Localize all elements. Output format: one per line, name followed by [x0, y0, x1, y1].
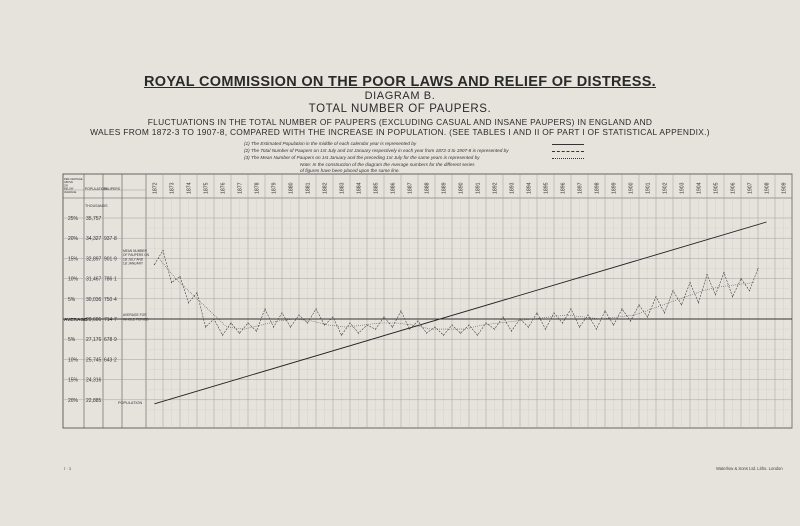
pauper-data-point — [613, 325, 614, 326]
pauper-data-point — [562, 323, 563, 324]
pauper-data-point — [469, 325, 470, 326]
year-tick-label: 1896 — [560, 182, 567, 194]
pauper-data-point — [265, 308, 266, 309]
row-paupers-label: 750·4 — [104, 296, 117, 303]
average-side-label: AVERAGE FOR — [123, 313, 147, 317]
pauper-data-point — [520, 319, 521, 320]
year-tick-label: 1880 — [288, 182, 295, 194]
year-tick-label: 1884 — [356, 182, 363, 194]
pauper-data-point — [681, 304, 682, 305]
pauper-data-point — [333, 316, 334, 317]
year-tick-label: 1887 — [407, 182, 414, 194]
pauper-data-point — [579, 327, 580, 328]
pauper-data-point — [197, 292, 198, 293]
note-population: (1) The Estimated Population in the middle of each calendar year is represented by — [244, 141, 417, 146]
row-paupers-label: 643·2 — [104, 357, 117, 364]
year-tick-label: 1872 — [152, 182, 159, 194]
year-tick-label: 1891 — [475, 182, 482, 194]
year-tick-label: 1897 — [577, 182, 584, 194]
pauper-data-point — [214, 319, 215, 320]
pauper-data-point — [698, 302, 699, 303]
pauper-data-point — [486, 323, 487, 324]
row-population-label: 30,036 — [86, 296, 102, 303]
pauper-data-point — [707, 274, 708, 275]
pauper-data-point — [341, 335, 342, 336]
year-tick-label: 1881 — [305, 182, 312, 194]
pauper-data-point — [596, 329, 597, 330]
pauper-data-point — [426, 333, 427, 334]
row-population-label: 28,606 — [86, 317, 102, 323]
row-percentage-label: 5% — [68, 296, 76, 303]
pauper-data-point — [171, 282, 172, 283]
pauper-data-point — [188, 302, 189, 303]
year-tick-label: 1901 — [645, 182, 652, 194]
description-line-1: FLUCTUATIONS IN THE TOTAL NUMBER OF PAUPERS (EXCLUDING CASUAL AND INSANE PAUPERS) IN ENGLAND AND — [147, 117, 653, 127]
row-percentage-label: 10% — [68, 276, 79, 283]
pauper-data-point — [222, 335, 223, 336]
chart-subtitle: TOTAL NUMBER OF PAUPERS. — [308, 103, 492, 115]
pauper-data-point — [290, 327, 291, 328]
pauper-data-point — [316, 308, 317, 309]
pauper-data-point — [477, 335, 478, 336]
year-tick-label: 1877 — [237, 182, 244, 194]
year-tick-label: 1898 — [594, 182, 601, 194]
year-tick-label: 1885 — [373, 182, 380, 194]
pauper-data-point — [401, 310, 402, 311]
row-paupers-label: 937·8 — [104, 236, 117, 243]
pauper-data-point — [163, 250, 164, 251]
pauper-data-point — [231, 323, 232, 324]
year-tick-label: 1882 — [322, 182, 329, 194]
total-paupers-line — [155, 250, 759, 335]
pauper-data-point — [350, 323, 351, 324]
percentage-header-label: OR — [64, 184, 68, 188]
percentage-header-label: BELOW — [64, 187, 74, 191]
row-percentage-label: 20% — [68, 397, 79, 404]
pauper-data-point — [392, 327, 393, 328]
pauper-data-point — [154, 264, 155, 265]
row-population-label: 24,316 — [86, 377, 102, 384]
pauper-data-point — [588, 314, 589, 315]
pauper-data-point — [724, 272, 725, 273]
pauper-data-point — [749, 290, 750, 291]
year-tick-label: 1904 — [696, 182, 703, 194]
year-tick-label: 1879 — [271, 182, 278, 194]
year-tick-label: 1903 — [679, 182, 686, 194]
row-percentage-label: 15% — [68, 377, 79, 384]
row-population-label: 25,745 — [86, 357, 102, 364]
year-tick-label: 1889 — [441, 182, 448, 194]
pauper-data-point — [180, 276, 181, 277]
pauper-data-point — [664, 312, 665, 313]
note-construction: Note: In the construction of the diagram the Average numbers for the different series — [300, 162, 475, 167]
pauper-data-point — [299, 314, 300, 315]
pauper-data-point — [205, 327, 206, 328]
pauper-data-point — [528, 327, 529, 328]
pauper-data-point — [409, 329, 410, 330]
row-paupers-label: 678·9 — [104, 337, 117, 344]
pauper-data-point — [758, 268, 759, 269]
mean-paupers-side-label: OF PAUPERS ON — [123, 253, 149, 258]
note-mean-paupers: (3) The Mean Number of Paupers on 1st January and the preceding 1st July for the same years is represented by — [244, 155, 480, 160]
year-tick-label: 1890 — [458, 182, 465, 194]
percentage-header-label: PER-CENTAGE — [64, 178, 83, 181]
pauper-data-point — [571, 308, 572, 309]
pauper-data-point — [375, 329, 376, 330]
year-tick-label: 1888 — [424, 182, 431, 194]
page-mark: I · 1 — [64, 466, 72, 471]
pauper-data-point — [324, 325, 325, 326]
pauper-data-point — [273, 327, 274, 328]
pauper-data-point — [741, 278, 742, 279]
row-population-label: 31,467 — [86, 276, 102, 283]
pauper-data-point — [605, 310, 606, 311]
row-population-label: 22,885 — [86, 397, 102, 404]
pauper-data-point — [656, 296, 657, 297]
pauper-data-point — [647, 316, 648, 317]
year-tick-label: 1893 — [509, 182, 516, 194]
printer-credit: Waterlow & Sons Ltd. Litho. London — [716, 466, 783, 471]
row-population-label: 32,897 — [86, 256, 102, 263]
year-tick-label: 1886 — [390, 182, 397, 194]
pauper-data-point — [511, 331, 512, 332]
description-line-2: WALES FROM 1872-3 TO 1907-8, COMPARED WITH THE INCREASE IN POPULATION. (SEE TABLES I AND II OF PART I OF STATISTICAL APPENDIX.) — [90, 127, 710, 137]
row-percentage-label: 25% — [68, 216, 79, 222]
pauper-data-point — [622, 308, 623, 309]
year-tick-label: 1883 — [339, 182, 346, 194]
pauper-data-point — [358, 333, 359, 334]
percentage-header-label: AVERAGE — [64, 190, 77, 194]
chart-frame — [63, 174, 792, 428]
thousands-label: THOUSANDS — [85, 204, 108, 208]
year-tick-label: 1876 — [220, 182, 227, 194]
paupers-header-label: PAUPERS — [104, 187, 120, 191]
row-population-label: 27,176 — [86, 337, 102, 344]
percentage-header-label: ABOVE — [64, 181, 73, 185]
pauper-data-point — [452, 325, 453, 326]
year-tick-label: 1900 — [628, 182, 635, 194]
population-side-label: POPULATION — [118, 401, 143, 405]
row-population-label: 34,327 — [86, 236, 102, 243]
row-paupers-label: 714·7 — [104, 317, 117, 323]
year-tick-label: 1907 — [747, 182, 754, 194]
population-header-label: POPULATION — [85, 187, 107, 191]
pauper-data-point — [239, 333, 240, 334]
year-tick-label: 1895 — [543, 182, 550, 194]
diagram-label: DIAGRAM B. — [364, 90, 436, 102]
pauper-data-point — [282, 312, 283, 313]
pauper-data-point — [673, 290, 674, 291]
row-percentage-label: 5% — [68, 337, 76, 344]
average-side-label: WHOLE PERIOD — [123, 317, 149, 322]
pauper-data-point — [443, 335, 444, 336]
pauper-data-point — [384, 316, 385, 317]
pauper-data-point — [554, 312, 555, 313]
row-percentage-label: AVERAGE — [64, 318, 88, 323]
row-population-label: 35,757 — [86, 216, 102, 222]
pauper-data-point — [256, 331, 257, 332]
note-construction-2: of figures have been placed upon the same line. — [300, 168, 400, 173]
year-tick-label: 1902 — [662, 182, 669, 194]
pauper-data-point — [690, 282, 691, 283]
year-tick-label: 1899 — [611, 182, 618, 194]
pauper-data-point — [639, 304, 640, 305]
year-tick-label: 1878 — [254, 182, 261, 194]
row-percentage-label: 15% — [68, 256, 79, 263]
pauper-data-point — [715, 294, 716, 295]
pauper-data-point — [435, 327, 436, 328]
pauper-data-point — [494, 329, 495, 330]
pauper-data-point — [460, 333, 461, 334]
mean-paupers-side-label: 1st JANUARY — [123, 261, 143, 266]
pauper-data-point — [503, 316, 504, 317]
row-percentage-label: 20% — [68, 236, 79, 243]
year-tick-label: 1892 — [492, 182, 499, 194]
year-tick-label: 1906 — [730, 182, 737, 194]
row-percentage-label: 10% — [68, 357, 79, 364]
year-tick-label: 1908 — [764, 182, 771, 194]
mean-paupers-side-label: MEAN NUMBER — [123, 249, 147, 253]
note-total-paupers: (2) The Total Number of Paupers on 1st July and 1st January respectively in each year from 1872-3 to 1907-8 is represented by — [244, 148, 509, 153]
mean-paupers-side-label: 1st JULY AND — [123, 257, 144, 262]
pauper-data-point — [732, 296, 733, 297]
pauper-data-point — [537, 312, 538, 313]
row-paupers-label: 901·9 — [104, 256, 117, 263]
year-tick-label: 1875 — [203, 182, 210, 194]
year-tick-label: 1894 — [526, 182, 533, 194]
row-paupers-label: 786·1 — [104, 276, 117, 283]
year-tick-label: 1905 — [713, 182, 720, 194]
pauper-data-point — [630, 321, 631, 322]
year-tick-label: 1873 — [169, 182, 176, 194]
pauper-data-point — [307, 323, 308, 324]
pauper-data-point — [545, 329, 546, 330]
pauper-data-point — [418, 321, 419, 322]
chart-title: ROYAL COMMISSION ON THE POOR LAWS AND RELIEF OF DISTRESS. — [143, 74, 657, 90]
pauper-data-point — [248, 323, 249, 324]
year-tick-label: 1874 — [186, 182, 193, 194]
year-tick-label: 1909 — [781, 182, 788, 194]
